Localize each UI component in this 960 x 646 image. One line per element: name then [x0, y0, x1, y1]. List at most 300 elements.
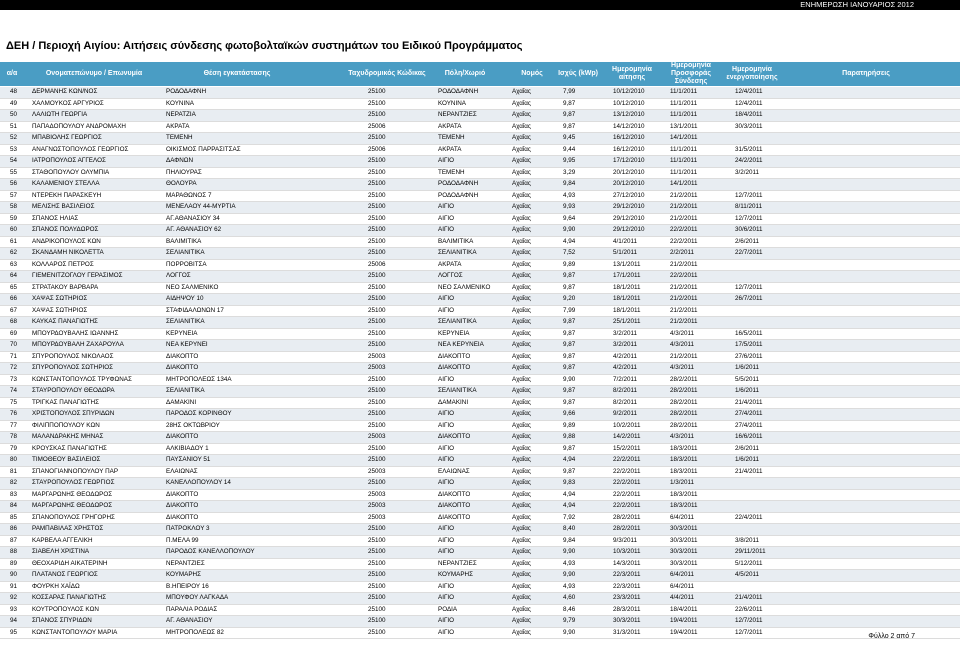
- cell-name: ΣΤΑΥΡΟΠΟΥΛΟΥ ΘΕΟΔΩΡΑ: [32, 387, 115, 394]
- cell-aa: 75: [10, 398, 18, 406]
- cell-prefecture: Αχαΐας: [512, 548, 531, 555]
- cell-aa: 91: [10, 582, 18, 590]
- cell-offer-date: 30/3/2011: [670, 525, 698, 532]
- cell-power: 9,87: [563, 352, 576, 360]
- cell-power: 9,93: [563, 203, 576, 210]
- col-act-date: Ημερομηνία ενεργοποίησης: [726, 66, 778, 81]
- cell-act-date: 22/7/2011: [735, 249, 763, 256]
- cell-prefecture: Αχαΐας: [512, 260, 531, 268]
- cell-app-date: 10/2/2011: [613, 421, 641, 429]
- cell-offer-date: 11/1/2011: [670, 111, 698, 118]
- cell-power: 9,84: [563, 536, 576, 544]
- cell-app-date: 16/12/2010: [613, 145, 645, 153]
- cell-postal: 25100: [368, 421, 386, 429]
- cell-postal: 25100: [368, 191, 386, 199]
- cell-offer-date: 13/1/2011: [670, 122, 698, 130]
- cell-name: ΡΑΜΠΑΒΙΛΑΣ ΧΡΗΣΤΟΣ: [32, 525, 104, 532]
- cell-location: ΝΕΑ ΚΕΡΥΝΕΙ: [166, 341, 208, 348]
- table-row: [0, 87, 960, 99]
- cell-prefecture: Αχαΐας: [512, 122, 531, 130]
- cell-prefecture: Αχαΐας: [512, 237, 531, 245]
- cell-offer-date: 6/4/2011: [670, 582, 695, 590]
- cell-prefecture: Αχαΐας: [512, 272, 531, 279]
- cell-aa: 69: [10, 329, 18, 337]
- cell-app-date: 29/12/2010: [613, 226, 645, 233]
- cell-location: ΠΟΡΡΟΒΙΤΣΑ: [166, 260, 207, 268]
- cell-power: 4,94: [563, 490, 576, 498]
- cell-power: 9,83: [563, 479, 576, 486]
- cell-prefecture: Αχαΐας: [512, 467, 531, 475]
- cell-aa: 88: [10, 548, 18, 555]
- cell-postal: 25100: [368, 375, 386, 383]
- cell-name: ΣΤΡΑΤΑΚΟΥ ΒΑΡΒΑΡΑ: [32, 283, 99, 291]
- table-row: [0, 490, 960, 502]
- cell-app-date: 18/1/2011: [613, 306, 641, 314]
- cell-prefecture: Αχαΐας: [512, 421, 531, 429]
- cell-act-date: 1/6/2011: [735, 364, 760, 371]
- cell-location: ΡΟΔΟΔΑΦΝΗ: [166, 88, 207, 95]
- cell-prefecture: Αχαΐας: [512, 617, 531, 624]
- cell-app-date: 3/2/2011: [613, 341, 638, 348]
- cell-city: ΑΙΓΙΟ: [438, 375, 455, 383]
- cell-location: ΔΙΑΚΟΠΤΟ: [166, 433, 199, 440]
- table-row: [0, 432, 960, 444]
- cell-postal: 25006: [368, 260, 386, 268]
- cell-city: ΚΟΥΝΙΝΑ: [438, 99, 466, 107]
- cell-aa: 54: [10, 157, 18, 164]
- cell-aa: 95: [10, 628, 18, 636]
- cell-location: ΝΕΡΑΝΤΖΙΕΣ: [166, 559, 205, 567]
- cell-power: 4,93: [563, 191, 576, 199]
- cell-city: ΝΕΑ ΚΕΡΥΝΕΙΑ: [438, 341, 484, 348]
- top-strip: [0, 0, 960, 10]
- cell-postal: 25100: [368, 306, 386, 314]
- cell-act-date: 4/5/2011: [735, 571, 760, 578]
- cell-aa: 92: [10, 594, 18, 601]
- cell-prefecture: Αχαΐας: [512, 387, 531, 394]
- cell-name: ΚΟΛΛΑΡΟΣ ΠΕΤΡΟΣ: [32, 260, 94, 268]
- cell-power: 9,64: [563, 214, 576, 222]
- cell-app-date: 9/3/2011: [613, 536, 638, 544]
- cell-postal: 25100: [368, 444, 386, 452]
- cell-name: ΛΑΛΙΩΤΗ ΓΕΩΡΓΙΑ: [32, 111, 88, 118]
- cell-city: ΔΙΑΚΟΠΤΟ: [438, 352, 471, 360]
- cell-aa: 73: [10, 375, 18, 383]
- cell-postal: 25006: [368, 145, 386, 153]
- cell-location: ΚΑΝΕΛΛΟΠΟΥΛΟΥ 14: [166, 479, 231, 486]
- col-power: Ισχύς (kWp): [558, 70, 598, 77]
- cell-name: ΚΟΥΤΡΟΠΟΥΛΟΣ ΚΩΝ: [32, 605, 99, 613]
- cell-power: 9,20: [563, 295, 576, 302]
- cell-location: ΠΑΤΡΟΚΛΟΥ 3: [166, 525, 210, 532]
- cell-prefecture: Αχαΐας: [512, 145, 531, 153]
- table-row: [0, 570, 960, 582]
- cell-aa: 65: [10, 283, 18, 291]
- cell-prefecture: Αχαΐας: [512, 191, 531, 199]
- table-row: [0, 455, 960, 467]
- cell-offer-date: 21/2/2011: [670, 318, 698, 325]
- cell-power: 7,52: [563, 249, 576, 256]
- cell-location: ΔΙΑΚΟΠΤΟ: [166, 352, 199, 360]
- cell-city: ΑΙΓΙΟ: [438, 525, 455, 532]
- cell-name: ΜΠΟΥΡΔΟΥΒΑΛΗΣ ΙΩΑΝΝΗΣ: [32, 329, 119, 337]
- cell-location: Β.ΗΠΕΙΡΟΥ 16: [166, 582, 209, 590]
- cell-city: ΔΙΑΚΟΠΤΟ: [438, 513, 471, 521]
- cell-postal: 25100: [368, 410, 386, 417]
- cell-offer-date: 28/2/2011: [670, 410, 698, 417]
- cell-postal: 25100: [368, 398, 386, 406]
- cell-act-date: 5/12/2011: [735, 559, 763, 567]
- cell-offer-date: 30/3/2011: [670, 559, 698, 567]
- cell-offer-date: 11/1/2011: [670, 99, 698, 107]
- cell-prefecture: Αχαΐας: [512, 341, 531, 348]
- cell-act-date: 30/3/2011: [735, 122, 763, 130]
- cell-name: ΣΠΥΡΟΠΟΥΛΟΣ ΝΙΚΟΛΑΟΣ: [32, 352, 114, 360]
- cell-postal: 25100: [368, 283, 386, 291]
- cell-name: ΣΚΑΝΔΑΜΗ ΝΙΚΟΛΕΤΤΑ: [32, 249, 104, 256]
- cell-app-date: 4/1/2011: [613, 237, 638, 245]
- cell-postal: 25100: [368, 226, 386, 233]
- cell-aa: 56: [10, 180, 18, 187]
- cell-prefecture: Αχαΐας: [512, 559, 531, 567]
- cell-app-date: 29/12/2010: [613, 214, 645, 222]
- table-row: [0, 559, 960, 571]
- cell-offer-date: 6/4/2011: [670, 571, 695, 578]
- table-row: [0, 202, 960, 214]
- cell-act-date: 26/7/2011: [735, 295, 763, 302]
- cell-offer-date: 11/1/2011: [670, 157, 698, 164]
- cell-aa: 60: [10, 226, 18, 233]
- cell-power: 9,87: [563, 111, 576, 118]
- cell-aa: 61: [10, 237, 18, 245]
- cell-act-date: 12/4/2011: [735, 99, 763, 107]
- cell-offer-date: 19/4/2011: [670, 617, 698, 624]
- table-body: [0, 87, 960, 639]
- cell-postal: 25100: [368, 605, 386, 613]
- table-row: [0, 271, 960, 283]
- cell-power: 4,93: [563, 582, 576, 590]
- cell-app-date: 25/1/2011: [613, 318, 641, 325]
- cell-city: ΑΙΓΙΟ: [438, 444, 455, 452]
- cell-city: ΛΟΓΓΟΣ: [438, 272, 463, 279]
- cell-app-date: 22/2/2011: [613, 456, 641, 463]
- cell-postal: 25100: [368, 548, 386, 555]
- cell-postal: 25003: [368, 433, 386, 440]
- cell-prefecture: Αχαΐας: [512, 456, 531, 463]
- cell-postal: 25100: [368, 329, 386, 337]
- cell-app-date: 22/2/2011: [613, 479, 641, 486]
- cell-city: ΕΛΑΙΩΝΑΣ: [438, 467, 470, 475]
- cell-aa: 82: [10, 479, 18, 486]
- cell-city: ΑΙΓΙΟ: [438, 582, 455, 590]
- cell-prefecture: Αχαΐας: [512, 433, 531, 440]
- cell-location: ΑΛΚΙΒΙΑΔΟΥ 1: [166, 444, 209, 452]
- cell-app-date: 20/12/2010: [613, 180, 645, 187]
- cell-act-date: 3/2/2011: [735, 168, 760, 176]
- cell-name: ΠΑΠΑΔΟΠΟΥΛΟΥ ΑΝΔΡΟΜΑΧΗ: [32, 122, 126, 130]
- cell-city: ΑΙΓΙΟ: [438, 214, 455, 222]
- cell-name: ΚΑΥΚΑΣ ΠΑΝΑΓΙΩΤΗΣ: [32, 318, 98, 325]
- cell-postal: 25100: [368, 594, 386, 601]
- table-row: [0, 283, 960, 295]
- cell-name: ΜΑΡΓΑΡΩΝΗΣ ΘΕΟΔΩΡΟΣ: [32, 502, 113, 509]
- cell-name: ΣΤΑΥΡΟΠΟΥΛΟΣ ΓΕΩΡΓΙΟΣ: [32, 479, 115, 486]
- cell-name: ΦΙΛΙΠΠΟΠΟΥΛΟΥ ΚΩΝ: [32, 421, 100, 429]
- cell-name: ΣΠΑΝΟΣ ΠΟΛΥΔΩΡΟΣ: [32, 226, 99, 233]
- cell-aa: 64: [10, 272, 18, 279]
- cell-location: ΠΑΡΟΔΟΣ ΚΑΝΕΛΛΟΠΟΥΛΟΥ: [166, 548, 255, 555]
- cell-city: ΣΕΛΙΑΝΙΤΙΚΑ: [438, 318, 477, 325]
- cell-city: ΑΙΓΙΟ: [438, 157, 455, 164]
- cell-power: 7,99: [563, 306, 576, 314]
- cell-city: ΔΙΑΚΟΠΤΟ: [438, 433, 471, 440]
- cell-power: 4,94: [563, 456, 576, 463]
- cell-app-date: 18/1/2011: [613, 295, 641, 302]
- cell-name: ΜΑΛΑΝΔΡΑΚΗΣ ΜΗΝΑΣ: [32, 433, 104, 440]
- cell-power: 9,90: [563, 571, 576, 578]
- cell-app-date: 10/3/2011: [613, 548, 641, 555]
- cell-prefecture: Αχαΐας: [512, 375, 531, 383]
- cell-power: 9,87: [563, 341, 576, 348]
- cell-city: ΡΟΔΟΔΑΦΝΗ: [438, 191, 479, 199]
- cell-location: ΚΕΡΥΝΕΙΑ: [166, 329, 198, 337]
- table-row: [0, 513, 960, 525]
- col-prefecture: Νομός: [521, 70, 543, 77]
- cell-aa: 66: [10, 295, 18, 302]
- cell-act-date: 12/4/2011: [735, 88, 763, 95]
- cell-power: 4,60: [563, 594, 576, 601]
- col-location: Θέση εγκατάστασης: [203, 70, 271, 77]
- cell-location: ΣΤΑΦΙΔΑΛΩΝΩΝ 17: [166, 306, 224, 314]
- cell-city: ΝΕΟ ΣΑΛΜΕΝΙΚΟ: [438, 283, 491, 291]
- cell-name: ΧΑΛΜΟΥΚΟΣ ΑΡΓΥΡΙΟΣ: [32, 99, 104, 107]
- cell-power: 9,45: [563, 134, 576, 141]
- cell-postal: 25100: [368, 203, 386, 210]
- cell-app-date: 28/3/2011: [613, 605, 641, 613]
- cell-aa: 89: [10, 559, 18, 567]
- cell-city: ΑΙΓΙΟ: [438, 548, 455, 555]
- cell-prefecture: Αχαΐας: [512, 295, 531, 302]
- table-row: [0, 501, 960, 513]
- cell-offer-date: 11/1/2011: [670, 88, 698, 95]
- cell-prefecture: Αχαΐας: [512, 410, 531, 417]
- table-row: [0, 317, 960, 329]
- cell-postal: 25100: [368, 628, 386, 636]
- cell-app-date: 8/2/2011: [613, 398, 638, 406]
- cell-power: 9,90: [563, 628, 576, 636]
- cell-act-date: 12/7/2011: [735, 283, 763, 291]
- cell-location: ΜΑΡΑΘΩΝΟΣ 7: [166, 191, 212, 199]
- table-row: [0, 444, 960, 456]
- cell-postal: 25100: [368, 559, 386, 567]
- cell-name: ΤΙΜΟΘΕΟΥ ΒΑΣΙΛΕΙΟΣ: [32, 456, 101, 463]
- cell-act-date: 17/5/2011: [735, 341, 763, 348]
- cell-app-date: 5/1/2011: [613, 249, 638, 256]
- cell-prefecture: Αχαΐας: [512, 479, 531, 486]
- cell-prefecture: Αχαΐας: [512, 99, 531, 107]
- cell-power: 9,84: [563, 180, 576, 187]
- cell-city: ΔΙΑΚΟΠΤΟ: [438, 502, 471, 509]
- cell-city: ΑΙΓΙΟ: [438, 594, 455, 601]
- cell-app-date: 28/2/2011: [613, 513, 641, 521]
- cell-power: 9,88: [563, 433, 576, 440]
- cell-power: 7,99: [563, 88, 576, 95]
- table-header: [0, 62, 960, 86]
- table-row: [0, 593, 960, 605]
- cell-act-date: 3/8/2011: [735, 536, 760, 544]
- cell-app-date: 22/3/2011: [613, 571, 641, 578]
- cell-act-date: 12/7/2011: [735, 628, 763, 636]
- cell-name: ΓΙΕΜΕΝΙΤΖΟΓΛΟΥ ΓΕΡΑΣΙΜΟΣ: [32, 272, 123, 279]
- table-row: [0, 536, 960, 548]
- cell-location: ΔΙΑΚΟΠΤΟ: [166, 490, 199, 498]
- cell-postal: 25100: [368, 237, 386, 245]
- cell-prefecture: Αχαΐας: [512, 444, 531, 452]
- cell-offer-date: 22/2/2011: [670, 272, 698, 279]
- page-footer: Φύλλο 2 από 7: [868, 633, 915, 640]
- cell-aa: 81: [10, 467, 18, 475]
- cell-act-date: 8/11/2011: [735, 203, 763, 210]
- cell-location: ΑΚΡΑΤΑ: [166, 122, 190, 130]
- table-row: [0, 156, 960, 168]
- cell-name: ΑΝΑΓΝΩΣΤΟΠΟΥΛΟΣ ΓΕΩΡΓΙΟΣ: [32, 145, 129, 153]
- cell-power: 9,87: [563, 122, 576, 130]
- cell-app-date: 27/12/2010: [613, 191, 645, 199]
- cell-prefecture: Αχαΐας: [512, 525, 531, 532]
- table-row: [0, 582, 960, 594]
- cell-offer-date: 4/4/2011: [670, 594, 695, 601]
- cell-act-date: 27/4/2011: [735, 421, 763, 429]
- cell-act-date: 12/7/2011: [735, 191, 763, 199]
- cell-act-date: 16/5/2011: [735, 329, 763, 337]
- cell-name: ΚΩΝΣΤΑΝΤΟΠΟΥΛΟΣ ΤΡΥΦΩΝΑΣ: [32, 375, 132, 383]
- cell-app-date: 14/2/2011: [613, 433, 641, 440]
- cell-aa: 59: [10, 214, 18, 222]
- cell-aa: 67: [10, 306, 18, 314]
- cell-prefecture: Αχαΐας: [512, 582, 531, 590]
- cell-postal: 25100: [368, 318, 386, 325]
- cell-location: ΜΠΟΥΦΟΥ ΛΑΓΚΑΔΑ: [166, 594, 229, 601]
- cell-power: 9,87: [563, 318, 576, 325]
- cell-prefecture: Αχαΐας: [512, 306, 531, 314]
- cell-location: ΝΕΟ ΣΑΛΜΕΝΙΚΟ: [166, 283, 219, 291]
- cell-offer-date: 11/1/2011: [670, 168, 698, 176]
- cell-aa: 94: [10, 617, 18, 624]
- cell-postal: 25100: [368, 479, 386, 486]
- cell-app-date: 14/3/2011: [613, 559, 641, 567]
- cell-app-date: 10/12/2010: [613, 88, 645, 95]
- cell-aa: 48: [10, 88, 18, 95]
- table-row: [0, 352, 960, 364]
- cell-offer-date: 14/1/2011: [670, 180, 698, 187]
- cell-location: ΠΑΡΟΔΟΣ ΚΟΡΙΝΘΟΥ: [166, 410, 232, 417]
- cell-location: 28ΗΣ ΟΚΤΩΒΡΙΟΥ: [166, 421, 220, 429]
- cell-location: ΣΕΛΙΑΝΙΤΙΚΑ: [166, 249, 205, 256]
- cell-city: ΒΑΛΙΜΙΤΙΚΑ: [438, 237, 474, 245]
- table-row: [0, 294, 960, 306]
- cell-offer-date: 4/3/2011: [670, 341, 695, 348]
- cell-name: ΚΩΝΣΤΑΝΤΟΠΟΥΛΟΥ ΜΑΡΙΑ: [32, 628, 118, 636]
- cell-offer-date: 14/1/2011: [670, 134, 698, 141]
- cell-prefecture: Αχαΐας: [512, 329, 531, 337]
- cell-postal: 25100: [368, 180, 386, 187]
- cell-offer-date: 4/3/2011: [670, 364, 695, 371]
- cell-location: ΜΕΝΕΛΑΟΥ 44-ΜΥΡΤΙΑ: [166, 203, 236, 210]
- cell-location: ΠΑΥΣΑΝΙΟΥ 51: [166, 456, 211, 463]
- cell-city: ΔΙΑΚΟΠΤΟ: [438, 364, 471, 371]
- table-row: [0, 225, 960, 237]
- cell-postal: 25003: [368, 364, 386, 371]
- cell-aa: 49: [10, 99, 18, 107]
- cell-city: ΤΕΜΕΝΗ: [438, 134, 465, 141]
- cell-name: ΣΙΑΒΕΛΗ ΧΡΙΣΤΙΝΑ: [32, 548, 90, 555]
- cell-city: ΑΙΓΙΟ: [438, 456, 455, 463]
- cell-name: ΧΡΙΣΤΟΠΟΥΛΟΣ ΣΠΥΡΙΔΩΝ: [32, 410, 115, 417]
- cell-act-date: 2/6/2011: [735, 237, 760, 245]
- cell-city: ΤΕΜΕΝΗ: [438, 168, 465, 176]
- cell-city: ΑΙΓΙΟ: [438, 410, 455, 417]
- col-notes: Παρατηρήσεις: [842, 70, 890, 77]
- cell-prefecture: Αχαΐας: [512, 502, 531, 509]
- cell-city: ΝΕΡΑΝΤΖΙΕΣ: [438, 111, 477, 118]
- cell-aa: 80: [10, 456, 18, 463]
- cell-power: 9,87: [563, 364, 576, 371]
- table-row: [0, 260, 960, 272]
- cell-name: ΜΕΛΙΣΗΣ ΒΑΣΙΛΕΙΟΣ: [32, 203, 95, 210]
- cell-aa: 93: [10, 605, 18, 613]
- cell-name: ΦΟΥΡΚΗ ΧΑΪΔΩ: [32, 582, 80, 590]
- cell-offer-date: 4/3/2011: [670, 433, 695, 440]
- cell-app-date: 15/2/2011: [613, 444, 641, 452]
- cell-app-date: 23/3/2011: [613, 594, 641, 601]
- cell-city: ΡΟΔΟΔΑΦΝΗ: [438, 88, 479, 95]
- cell-app-date: 7/2/2011: [613, 375, 638, 383]
- table-row: [0, 398, 960, 410]
- cell-location: ΔΙΑΚΟΠΤΟ: [166, 502, 199, 509]
- cell-postal: 25100: [368, 157, 386, 164]
- cell-name: ΠΛΑΤΑΝΟΣ ΓΕΩΡΓΙΟΣ: [32, 571, 98, 578]
- cell-location: ΑΓ.ΑΘΑΝΑΣΙΟΥ 34: [166, 214, 220, 222]
- cell-city: ΣΕΛΙΑΝΙΤΙΚΑ: [438, 387, 477, 394]
- cell-prefecture: Αχαΐας: [512, 168, 531, 176]
- cell-name: ΝΤΕΡΕΚΗ ΠΑΡΑΣΚΕΥΗ: [32, 191, 102, 199]
- table-row: [0, 605, 960, 617]
- table-row: [0, 375, 960, 387]
- cell-location: ΠΗΛΙΟΥΡΑΣ: [166, 168, 202, 176]
- col-aa: α/α: [6, 70, 18, 77]
- cell-offer-date: 28/2/2011: [670, 398, 698, 406]
- cell-act-date: 1/6/2011: [735, 456, 760, 463]
- cell-postal: 25100: [368, 168, 386, 176]
- cell-prefecture: Αχαΐας: [512, 318, 531, 325]
- cell-app-date: 4/2/2011: [613, 364, 638, 371]
- cell-act-date: 5/5/2011: [735, 375, 760, 383]
- table-row: [0, 110, 960, 122]
- cell-app-date: 20/12/2010: [613, 168, 645, 176]
- cell-aa: 74: [10, 387, 18, 394]
- cell-aa: 58: [10, 203, 18, 210]
- cell-aa: 78: [10, 433, 18, 440]
- cell-offer-date: 18/3/2011: [670, 456, 698, 463]
- cell-name: ΚΑΛΑΜΕΝΙΟΥ ΣΤΕΛΛΑ: [32, 180, 100, 187]
- cell-location: ΣΕΛΙΑΝΙΤΙΚΑ: [166, 318, 205, 325]
- cell-prefecture: Αχαΐας: [512, 398, 531, 406]
- cell-postal: 25100: [368, 111, 386, 118]
- cell-app-date: 29/12/2010: [613, 203, 645, 210]
- cell-postal: 25100: [368, 525, 386, 532]
- cell-act-date: 1/6/2011: [735, 387, 760, 394]
- table-row: [0, 628, 960, 640]
